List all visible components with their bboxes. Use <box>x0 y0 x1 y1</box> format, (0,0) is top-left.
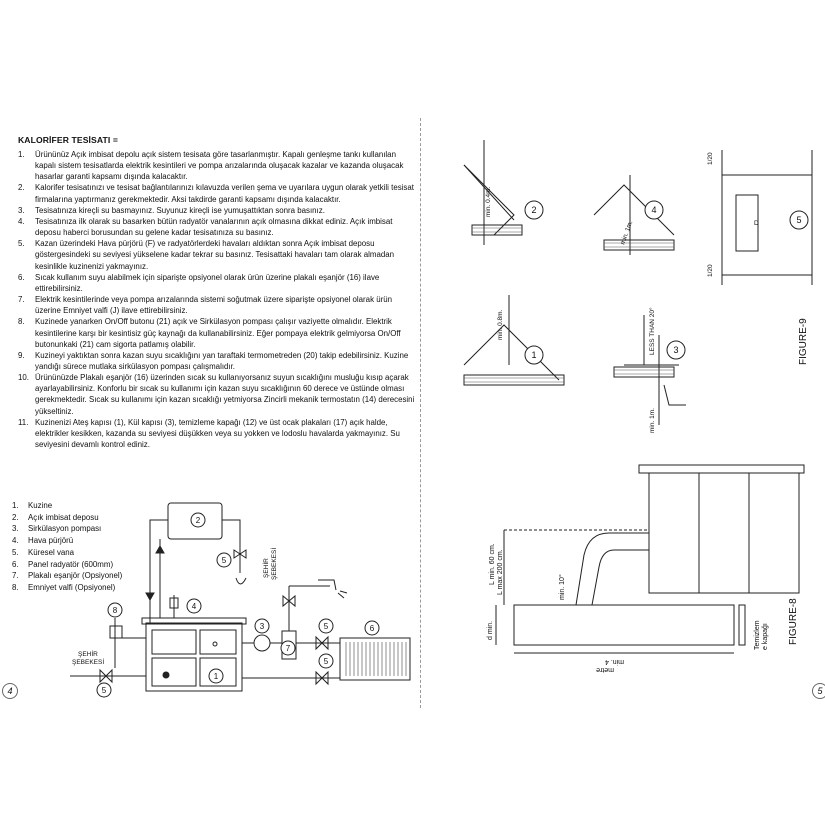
page-spine <box>420 118 421 708</box>
page-number-right: 5 <box>812 683 825 699</box>
instruction-text: Kazan üzerindeki Hava pürjörü (F) ve radyatörlerdeki havaları aldıktan sonra Açık imbisat deposu göstergesindeki su seviyesi yükselene kadar tekrar su basınız. Tesisattaki havaları tam olarak almadan kesinlikle kuzinenizi yakmayınız. <box>35 239 395 271</box>
svg-text:ŞEHİR: ŞEHİR <box>78 651 98 658</box>
svg-text:4: 4 <box>191 602 197 611</box>
svg-text:2: 2 <box>531 205 537 215</box>
instruction-number: 1. <box>18 150 25 159</box>
instruction-item <box>18 205 416 216</box>
page-number-left: 4 <box>2 683 18 699</box>
stove-outline <box>649 473 799 593</box>
svg-text:LESS THAN 20°: LESS THAN 20° <box>649 307 656 355</box>
instruction-text: Tesisatınıza kireçli su basmayınız. Suyunuz kireçli ise yumuşattıktan sonra basınız. <box>35 205 325 215</box>
svg-text:ŞEHİR: ŞEHİR <box>263 558 270 578</box>
figure-9-label: FIGURE-9 <box>798 318 809 365</box>
instruction-number: 5. <box>18 239 25 249</box>
instruction-number: 9. <box>18 350 25 360</box>
instruction-item <box>18 316 416 349</box>
instruction-item <box>18 216 416 238</box>
heating-installation-diagram <box>0 498 418 708</box>
legend-text: Sirkülasyon pompası <box>28 524 102 534</box>
svg-text:e kapağı: e kapağı <box>762 623 769 650</box>
legend-text: Plakalı eşanjör (Opsiyonel) <box>28 571 123 581</box>
instruction-item <box>18 182 416 204</box>
legend-number: 7. <box>12 571 19 581</box>
chimney-box <box>514 605 734 645</box>
instruction-number: 6. <box>18 272 25 282</box>
svg-text:7: 7 <box>285 644 291 653</box>
legend-number: 4. <box>12 536 19 546</box>
svg-text:4: 4 <box>651 205 657 215</box>
svg-text:min. 0.4m.: min. 0.4m. <box>485 186 492 217</box>
instruction-number: 2. <box>18 183 25 193</box>
instruction-text: Ürününüzde Plakalı eşanjör (16) üzerinden sıcak su kullanıyorsanız suyun sıcaklığını musluğu kısıp açarak ayarlayabilirsiniz. Konforlu bir sıcak su kullanımı için kazan suyu sıcaklığının 60 derece ve üstünde olması gerekmektedir. Sıcak su kullanımı için kazan sıcaklığı yetmiyorsa Zincirli mekanik termostatın (14) derecesini yükseltiniz. <box>35 373 415 416</box>
instruction-item <box>18 272 416 294</box>
svg-text:8: 8 <box>112 606 118 615</box>
right-page <box>424 0 825 825</box>
svg-text:d min.: d min. <box>487 620 494 640</box>
instruction-number: 8. <box>18 317 25 327</box>
instruction-text: Kuzinenizi Ateş kapısı (1), Kül kapısı (3), temizleme kapağı (12) ve üst ocak plakaları (17) açık halde, elektrikler kesikken, kazanda su seviyesi düşükken veya su yokken ve lodoslu havalarda yakmayınız. Su seviyesini devamlı kontrol ediniz. <box>35 417 400 450</box>
instruction-text: Kuzineyi yaktıktan sonra kazan suyu sıcaklığını yan taraftaki termometreden (20) takip edebilirsiniz. Kuzine yandığı sürece mutlaka sirkülasyon pompası çalışmalıdır. <box>35 350 409 371</box>
instruction-text: Tesisatınıza ilk olarak su basarken bütün radyatör vanalarının açık olmasına dikkat ediniz. Açık imbisat deposu haberci borusundan su gelene kadar tesisatınıza su basınız. <box>35 216 393 238</box>
svg-text:ŞEBEKESİ: ŞEBEKESİ <box>72 659 105 666</box>
instruction-number: 3. <box>18 205 25 215</box>
instruction-text: Elektrik kesintilerinde veya pompa arızalarında sistemi soğutmak üzere siparişte opsiyonel olarak ürün üzerine Emniyet valfi (J) ilave ettirebilirsiniz. <box>35 295 393 316</box>
svg-text:min. 4: min. 4 <box>604 658 624 665</box>
svg-text:Temizlem: Temizlem <box>754 620 761 650</box>
legend-number: 8. <box>12 582 19 592</box>
instruction-number: 11. <box>18 417 29 427</box>
svg-text:ŞEBEKESİ: ŞEBEKESİ <box>271 547 278 580</box>
svg-text:2: 2 <box>195 516 201 525</box>
instruction-text: Ürününüz Açık imbisat depolu açık sistem tesisata göre tasarlanmıştır. Kapalı genleşme tankı kullanılan kapalı sistem tesisatlarda elektrik kesintileri ve pompa arızalarında oluşacak kazalar ve kazanda oluşacak hasarlar garanti kapsamı dışında kalacaktır. <box>35 150 404 182</box>
svg-text:3: 3 <box>673 345 679 355</box>
svg-text:5: 5 <box>796 215 802 225</box>
svg-text:1: 1 <box>531 350 537 360</box>
page-heading: KALORİFER TESİSATI = <box>18 135 118 145</box>
svg-text:min. 1m.: min. 1m. <box>619 219 635 246</box>
figure-8-label: FIGURE-8 <box>788 598 799 645</box>
instruction-number: 4. <box>18 216 25 226</box>
instruction-text: Kalorifer tesisatınızı ve tesisat bağlantılarınızı kılavuzda verilen şema ve uyarılara uygun olarak yetkili tesisat firmalarına yaptırmanız gerekmektedir. Aksi takdirde garanti kapsamı dışında kalacaktır. <box>35 183 414 204</box>
instruction-text: Sıcak kullanım suyu alabilmek için siparişte opsiyonel olarak ürün üzerine plakalı eşanjör (16) ilave ettirebilirsiniz. <box>35 272 380 293</box>
legend-text: Kuzine <box>28 501 53 510</box>
svg-text:metre: metre <box>596 666 614 673</box>
svg-text:1/20: 1/20 <box>707 264 714 277</box>
legend-number: 3. <box>12 524 19 534</box>
svg-text:5: 5 <box>221 556 227 565</box>
svg-text:L max 200 cm.: L max 200 cm. <box>497 549 504 595</box>
instruction-item <box>18 350 416 372</box>
legend-text: Küresel vana <box>28 547 75 557</box>
flue-pipe <box>576 533 649 605</box>
instruction-list <box>18 149 416 450</box>
instruction-item <box>18 294 416 316</box>
legend-number: 1. <box>12 501 19 510</box>
svg-text:1/20: 1/20 <box>707 152 714 165</box>
legend-number: 5. <box>12 547 19 557</box>
instruction-text: Kuzinede yanarken On/Off butonu (21) açık ve Sirkülasyon pompası çalışır vaziyette olmalıdır. Elektrik kesintilerine karşı bir kesintisiz güç kaynağı da kullanabilirsiniz. Eğer pompaya elektrik gelmiyorsa On/Off butonunkaki (21) cam sigorta patlamış olabilir. <box>35 317 401 349</box>
legend-number: 6. <box>12 559 19 569</box>
svg-text:5: 5 <box>101 686 107 695</box>
legend-number: 2. <box>12 512 19 522</box>
instruction-item <box>18 372 416 417</box>
instruction-item <box>18 238 416 271</box>
instruction-number: 10. <box>18 373 29 383</box>
instruction-item <box>18 149 416 182</box>
legend-text: Açık imbisat deposu <box>28 512 99 522</box>
legend-text: Panel radyatör (600mm) <box>28 559 114 569</box>
svg-text:min. 1m.: min. 1m. <box>649 408 656 433</box>
legend-text: Emniyet valfi (Opsiyonel) <box>28 582 116 592</box>
panel-radiator <box>340 638 410 680</box>
svg-text:6: 6 <box>369 624 375 633</box>
svg-text:D: D <box>754 220 759 227</box>
instruction-item <box>18 417 416 450</box>
svg-text:5: 5 <box>323 622 329 631</box>
svg-text:5: 5 <box>323 657 329 666</box>
svg-text:3: 3 <box>259 622 265 631</box>
figure-8-diagram <box>464 455 825 685</box>
kuzine-stove <box>146 623 242 691</box>
instruction-number: 7. <box>18 295 25 305</box>
legend-text: Hava pürjörü <box>28 536 74 546</box>
svg-text:min. 10°: min. 10° <box>559 574 566 600</box>
svg-text:min. 0.8m.: min. 0.8m. <box>497 309 504 340</box>
figure-9-diagram <box>454 135 825 440</box>
svg-text:L min. 60 cm.: L min. 60 cm. <box>489 543 496 585</box>
svg-text:1: 1 <box>213 672 219 681</box>
